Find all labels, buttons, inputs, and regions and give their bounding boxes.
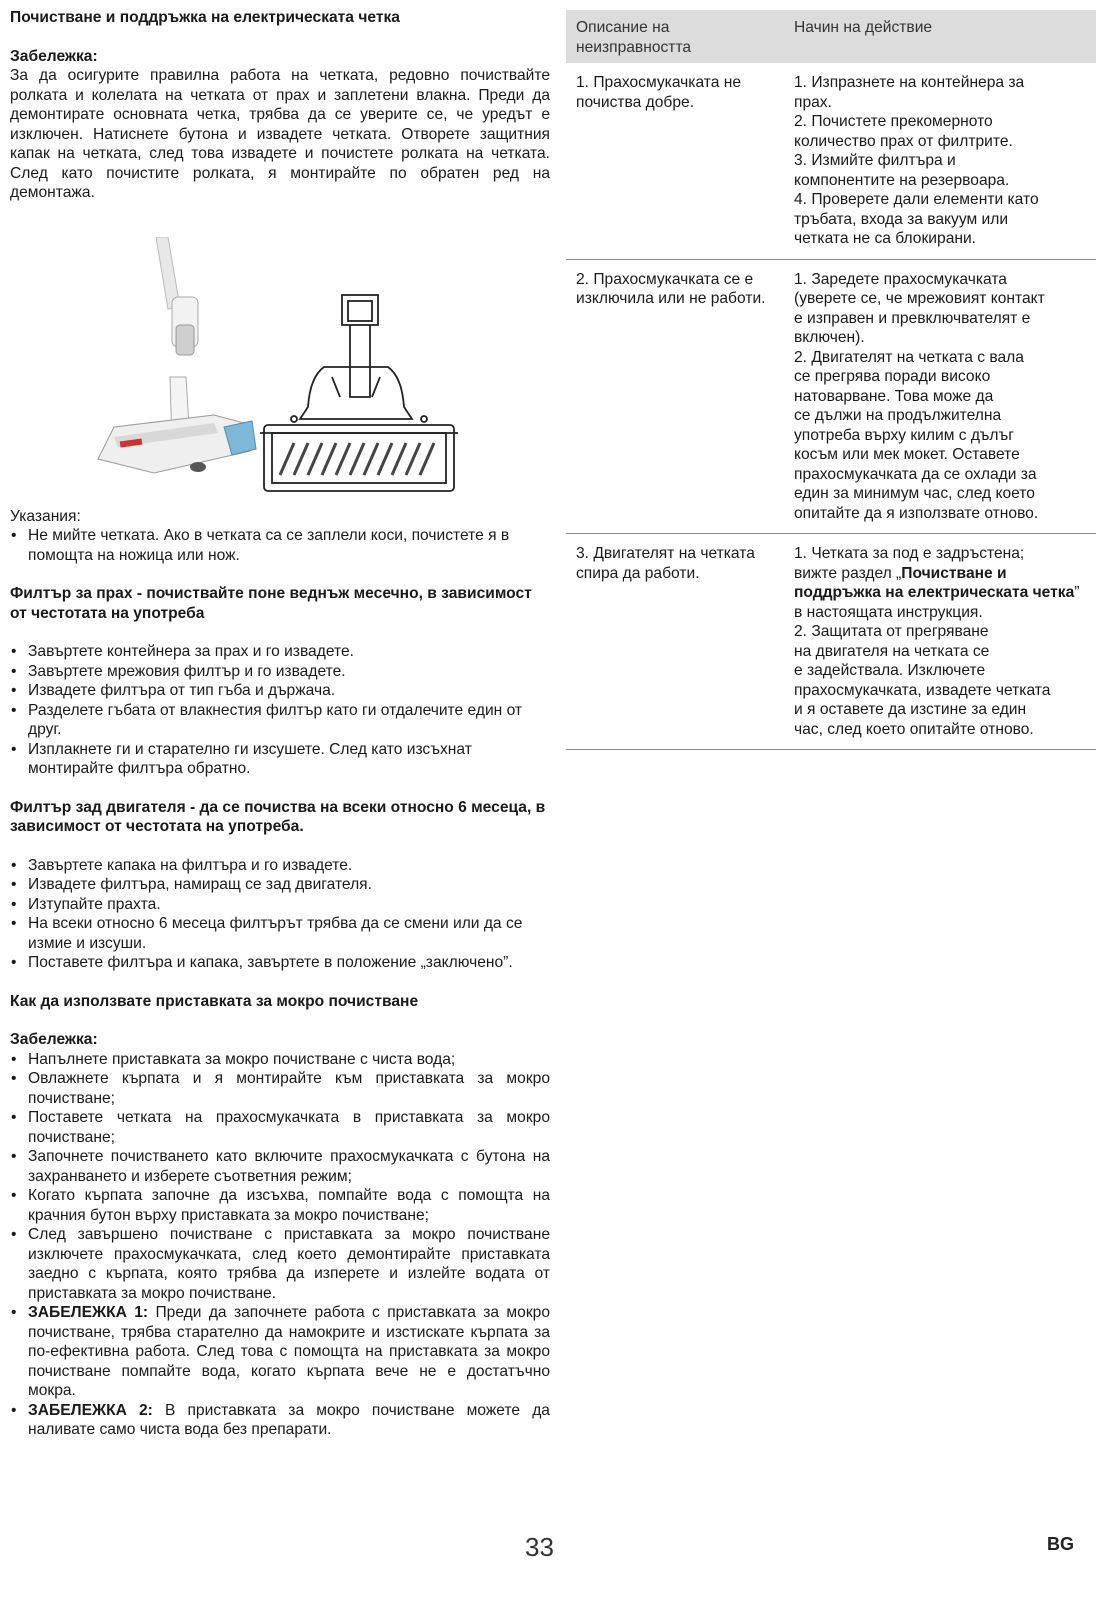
brush-head-drawing	[260, 295, 458, 491]
wet-note-label: Забележка:	[10, 1031, 98, 1048]
list-item: • Завъртете контейнера за прах и го извадете.	[10, 642, 550, 662]
list-item: • Когато кърпата започне да изсъхва, помпайте вода с помощта на крачния бутон върху приставката за мокро почистване;	[10, 1186, 550, 1225]
brush-cleaning-title: Почистване и поддръжка на електрическата четка	[10, 9, 400, 26]
list-item: • Завъртете мрежовия филтър и го извадете.	[10, 662, 550, 682]
list-item: • Завъртете капака на филтъра и го извадете.	[10, 856, 550, 876]
wet-cleaning-list	[10, 1050, 550, 1440]
list-item: • Не мийте четката. Ако в четката са се заплели коси, почистете я в помощта на ножица или нож.	[10, 526, 550, 565]
header-solution: Начин на действие	[794, 19, 933, 36]
list-item: • Овлажнете кърпата и я монтирайте към приставката за мокро почистване;	[10, 1069, 550, 1108]
motor-filter-title: Филтър зад двигателя - да се почиства на всеки относно 6 месеца, в зависимост от честотата на употреба.	[10, 798, 546, 835]
row-problem: 1. Прахосмукачката не почиства добре.	[576, 74, 742, 111]
list-item: • Напълнете приставката за мокро почистване с чиста вода;	[10, 1050, 550, 1070]
instructions-list	[10, 526, 550, 565]
left-column	[10, 8, 550, 1440]
row-solution: 1. Изпразнете на контейнера за прах. 2. Почистете прекомерното количество прах от филтрите. 3. Измийте филтъра и компонентите на резервоара. 4. Проверете дали елементи като тръбата, входа за вакуум или четката не са блокирани.	[794, 74, 1039, 247]
list-item: • Изтупайте прахта.	[10, 895, 550, 915]
list-item: • Изплакнете ги и старателно ги изсушете. След като изсъхнат монтирайте филтъра обратно.	[10, 740, 550, 779]
row-problem: 3. Двигателят на четката спира да работи.	[576, 545, 755, 582]
list-item: • Извадете филтъра, намиращ се зад двигателя.	[10, 875, 550, 895]
list-item: • Започнете почистването като включите прахосмукачката с бутона на захранването и изберете съответния режим;	[10, 1147, 550, 1186]
instructions-label: Указания:	[10, 507, 81, 525]
troubleshooting-table	[566, 10, 1096, 750]
row-problem: 2. Прахосмукачката се е изключила или не работи.	[576, 270, 766, 307]
brush-illustration	[94, 237, 474, 497]
dust-filter-title: Филтър за прах - почиствайте поне веднъж месечно, в зависимост от честотата на употреба	[10, 585, 532, 622]
list-item: • Поставете четката на прахосмукачката в приставката за мокро почистване;	[10, 1108, 550, 1147]
language-code: BG	[1047, 1534, 1074, 1554]
list-item: • Поставете филтъра и капака, завъртете в положение „заключено”.	[10, 953, 550, 973]
table-header	[566, 10, 1096, 63]
wet-cleaning-title: Как да използвате приставката за мокро почистване	[10, 992, 419, 1010]
row-solution: 1. Заредете прахосмукачката (уверете се, че мрежовият контакт е изправен и превключвателят е включен). 2. Двигателят на четката с вала се прегрява поради високо натоварване. Това може да се дължи на продължителна употреба върху килим с дълъг косъм или мек мокет. Оставете прахосмукачката да се охлади за един за минимум час, след което опитайте да я използвате отново.	[794, 270, 1045, 522]
page-number: 33	[525, 1532, 554, 1562]
row-solution: 1. Четката за под е задръстена; вижте раздел „Почистване и поддръжка на електрическата четка” в настоящата инструкция. 2. Защитата от прегряване на двигателя на четката се е задействала. Изключете прахосмукачката, извадете четката и я оставете да изстине за един час, след което опитайте отново.	[794, 545, 1080, 738]
note-text: За да осигурите правилна работа на четката, редовно почиствайте ролката и колелата на четката от прах и заплетени влакна. Преди да демонтирате основната четка, трябва да се уверите се, че уредът е изключен. Натиснете бутона и извадете четката. Отворете защитния капак на четката, след това извадете и почистете ролката на четката. След като почистите ролката, я монтирайте по обратен ред на демонтажа.	[10, 67, 550, 201]
table-row	[566, 260, 1096, 535]
note-1: • ЗАБЕЛЕЖКА 1: Преди да започнете работа с приставката за мокро почистване, трябва старателно да намокрите и изстискате кърпата за по-ефективна работа. След това с помощта на приставката за мокро почистване помпайте вода, когато кърпата вече не е достатъчно мокра.	[10, 1303, 550, 1401]
list-item: • Разделете гъбата от влакнестия филтър като ги отдалечите един от друг.	[10, 701, 550, 740]
vacuum-brush-drawing	[94, 237, 474, 497]
list-item: • Извадете филтъра от тип гъба и държача.	[10, 681, 550, 701]
list-item: • На всеки относно 6 месеца филтърът трябва да се смени или да се измие и изсуши.	[10, 914, 550, 953]
dust-filter-list	[10, 642, 550, 779]
table-row	[566, 63, 1096, 260]
table-row	[566, 534, 1096, 750]
header-problem: Описание на неизправността	[576, 19, 692, 56]
vacuum-photo	[98, 237, 256, 473]
motor-filter-list	[10, 856, 550, 973]
list-item: • След завършено почистване с приставката за мокро почистване изключете прахосмукачката, след което демонтирайте приставката заедно с кърпата, която трябва да изперете и излейте водата от приставката за мокро почистване.	[10, 1225, 550, 1303]
note-2: • ЗАБЕЛЕЖКА 2: В приставката за мокро почистване можете да наливате само чиста вода без препарати.	[10, 1401, 550, 1440]
note-label: Забележка:	[10, 47, 98, 65]
